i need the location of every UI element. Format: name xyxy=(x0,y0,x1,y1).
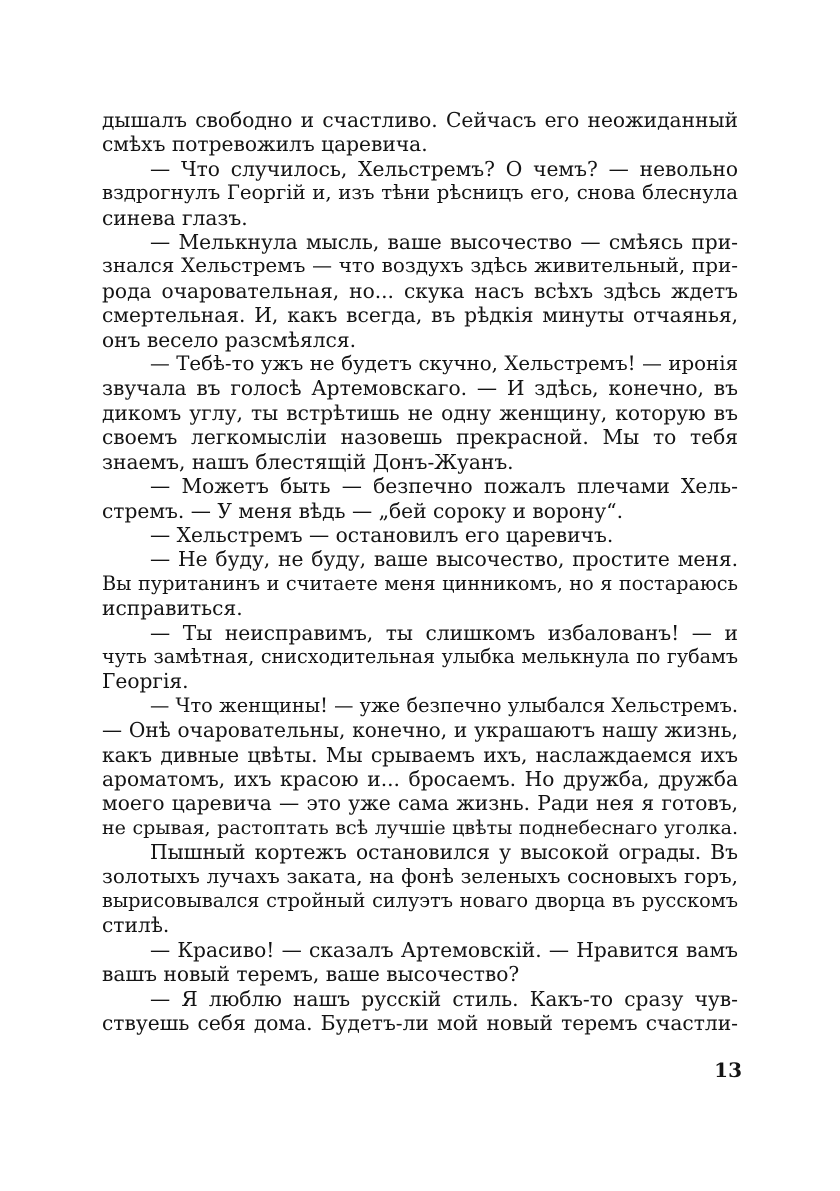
text-line: смертельная. И, какъ всегда, въ рѣдкія минуты отчаянья, xyxy=(102,303,738,328)
text-line: смѣхъ потревожилъ царевича. xyxy=(102,132,428,157)
text-line: синева глазъ. xyxy=(102,205,248,230)
text-line: — Красиво! — сказалъ Артемовскій. — Нравится вамъ xyxy=(150,937,738,962)
text-line: онъ весело разсмѣялся. xyxy=(102,327,356,352)
text-line: вырисовывался стройный силуэтъ новаго дворца въ русскомъ xyxy=(102,889,738,912)
text-line: стремъ. — У меня вѣдь — „бей сороку и ворону“. xyxy=(102,498,623,523)
text-line: вашъ новый теремъ, ваше высочество? xyxy=(102,962,520,987)
text-line: Вы пуританинъ и считаете меня цинникомъ, но я постараюсь xyxy=(102,571,738,595)
text-line: Георгія. xyxy=(102,669,189,694)
text-line: — Хельстремъ — остановилъ его царевичъ. xyxy=(150,522,614,547)
text-line: своемъ легкомысліи назовешь прекрасной. Мы то тебя xyxy=(102,425,738,450)
text-line: — Что женщины! — уже безпечно улыбался Хельстремъ. xyxy=(150,693,738,717)
text-line: знаемъ, нашъ блестящій Донъ-Жуанъ. xyxy=(102,449,514,474)
page-text xyxy=(102,108,738,1035)
text-line: не срывая, растоптать всѣ лучшіе цвѣты поднебеснаго уголка. xyxy=(102,816,738,839)
text-line: — Не буду, не буду, ваше высочество, простите меня. xyxy=(150,547,738,572)
text-line: стилѣ. xyxy=(102,913,170,938)
text-line: — Можетъ быть — безпечно пожалъ плечами Хель- xyxy=(150,474,738,499)
text-line: Пышный кортежъ остановился у высокой ограды. Въ xyxy=(150,840,738,865)
text-line: дикомъ углу, ты встрѣтишь не одну женщину, которую въ xyxy=(102,400,738,425)
text-line: — Мелькнула мысль, ваше высочество — смѣясь при- xyxy=(150,230,738,255)
text-line: рода очаровательная, но... скука насъ всѣхъ здѣсь ждетъ xyxy=(102,278,738,303)
text-line: дышалъ свободно и счастливо. Сейчасъ его неожиданный xyxy=(102,108,738,132)
text-line: звучала въ голосѣ Артемовскаго. — И здѣсь, конечно, въ xyxy=(102,376,738,401)
text-line: знался Хельстремъ — что воздухъ здѣсь живительный, при- xyxy=(102,254,738,278)
text-line: ствуешь себя дома. Будетъ-ли мой новый теремъ счастли- xyxy=(102,1011,738,1036)
text-line: исправиться. xyxy=(102,596,243,621)
text-line: ароматомъ, ихъ красою и... бросаемъ. Но дружба, дружба xyxy=(102,766,738,791)
text-line: какъ дивные цвѣты. Мы срываемъ ихъ, наслаждаемся ихъ xyxy=(102,742,738,767)
text-line: — Тебѣ-то ужъ не будетъ скучно, Хельстремъ! — иронія xyxy=(150,352,738,376)
text-line: моего царевича — это уже сама жизнь. Ради нея я готовъ, xyxy=(102,791,738,816)
page-number: 13 xyxy=(714,1058,742,1082)
text-line: — Ты неисправимъ, ты слишкомъ избалованъ! — и xyxy=(150,620,738,645)
text-line: золотыхъ лучахъ заката, на фонѣ зеленыхъ сосновыхъ горъ, xyxy=(102,864,738,888)
text-line: вздрогнулъ Георгій и, изъ тѣни рѣсницъ его, снова блеснула xyxy=(102,181,738,205)
text-line: — Что случилось, Хельстремъ? О чемъ? — невольно xyxy=(150,156,738,181)
text-line: чуть замѣтная, снисходительная улыбка мелькнула по губамъ xyxy=(102,644,738,668)
text-line: — Я люблю нашъ русскій стиль. Какъ-то сразу чув- xyxy=(150,986,738,1011)
text-line: — Онѣ очаровательны, конечно, и украшаютъ нашу жизнь, xyxy=(102,718,738,743)
